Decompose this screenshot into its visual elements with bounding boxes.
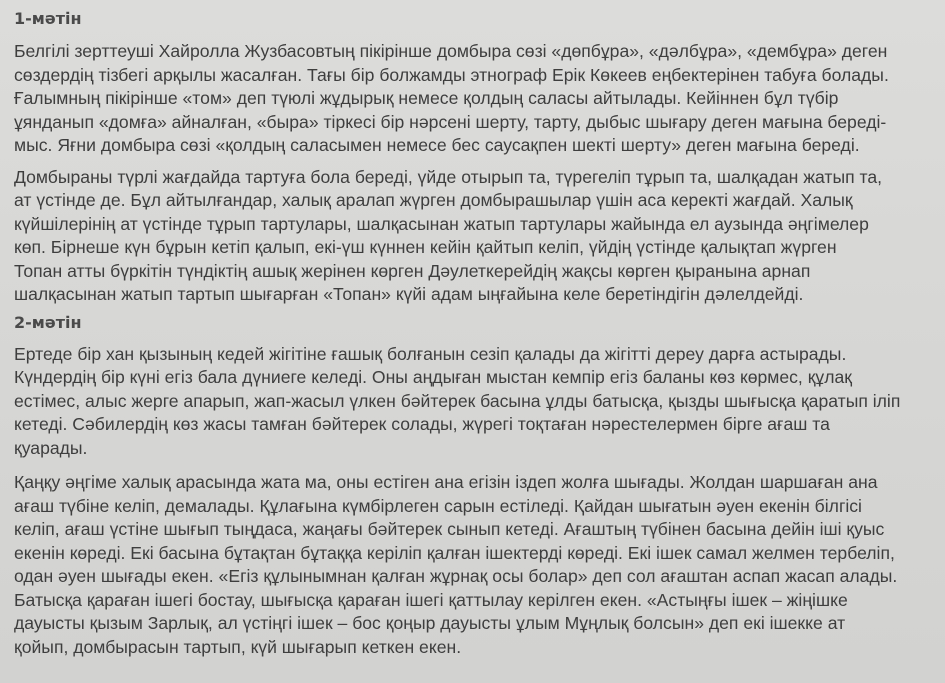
paragraph-line: ағаш түбіне келіп, демалады. Құлағына күмбірлеген сарын естіледі. Қайдан шығатын әуен екенін білгісі — [14, 495, 862, 516]
paragraph-line: Ғалымның пікірінше «том» деп түюлі жұдырық немесе қолдың саласы айтылады. Кейіннен бұл түбір — [14, 88, 839, 108]
paragraph-line: күйшілерінің ат үстінде тұрып тартулары, шалқасынан жатып тартулары жайында ел аузында әңгімелер — [14, 213, 869, 234]
paragraph-line: Топан атты бүркітін түндіктің ашық жерінен көрген Дәулеткерейдің жақсы көрген қыранына арнап — [14, 260, 811, 281]
text-1-paragraph-2 — [14, 166, 931, 307]
text-1-heading: 1-мәтін — [14, 9, 82, 28]
paragraph-line: екенін көреді. Екі басына бұтақтан бұтаққа керіліп қалған ішектерді көреді. Екі ішек самал желмен тербеліп, — [14, 542, 895, 563]
paragraph-line: келіп, ағаш үстіне шығып тыңдаса, жаңағы бәйтерек сынып кетеді. Ағаштың түбінен басына дейін іші қуыс — [14, 519, 885, 539]
text-2-heading: 2-мәтін — [14, 312, 82, 332]
paragraph-line: Домбыраны түрлі жағдайда тартуға бола береді, үйде отырып та, түрегеліп тұрып та, шалқадан жатып та, — [14, 166, 883, 187]
paragraph-line: кетеді. Сәбилердің көз жасы тамған бәйтерек солады, жүрегі тоқтаған нәрестелермен бірге ағаш та — [14, 414, 830, 434]
paragraph-line: одан әуен шығады екен. «Егіз құлынымнан қалған жұрнақ осы болар» деп сол ағаштан аспап жасап алады. — [14, 566, 898, 586]
paragraph-line: Күндердің бір күні егіз бала дүниеге келеді. Оны аңдыған мыстан кемпір егіз баланы көз көрмес, құлақ — [14, 367, 852, 387]
paragraph-line: қойып, домбырасын тартып, күй шығарып кеткен екен. — [14, 636, 462, 657]
paragraph-line: ат үстінде де. Бұл айтылғандар, халық аралап жүрген домбырашылар үшін аса керекті жағдай. Халық — [14, 190, 853, 210]
paragraph-line: қуарады. — [14, 437, 88, 458]
text-2-paragraph-1 — [14, 343, 931, 461]
paragraph-line: ұянданып «домға» айналған, «быра» тіркесі бір нәрсені шерту, тарту, дыбыс шығару деген мағына береді- — [14, 111, 887, 132]
paragraph-line: естімес, алыс жерге апарып, жап-жасыл үлкен бәйтерек басына ұлды батысқа, қызды шығысқа қаратып іліп — [14, 390, 901, 411]
paragraph-line: Батысқа қараған ішегі бостау, шығысқа қараған ішегі қаттылау керілген екен. «Астыңғы ішек – жіңішке — [14, 589, 848, 610]
paragraph-line: Ертеде бір хан қызының кедей жігітіне ғашық болғанын сезіп қалады да жігітті дереу дарға астырады. — [14, 343, 847, 364]
paragraph-line: сөздердің тізбегі арқылы жасалған. Тағы бір болжамды этнограф Ерік Көкеев еңбектерінен табуға болады. — [14, 64, 889, 85]
paragraph-line: шалқасынан жатып тартып шығарған «Топан» күйі адам ыңғайына келе беретіндігін дәлелдейді. — [14, 284, 804, 304]
paragraph-line: Белгілі зерттеуші Хайролла Жузбасовтың пікірінше домбыра сөзі «дөпбұра», «дәлбұра», «дембұра» деген — [14, 41, 888, 61]
paragraph-line: мыс. Яғни домбыра сөзі «қолдың саласымен немесе бес саусақпен шекті шерту» деген мағына береді. — [14, 135, 860, 155]
text-1-paragraph-1 — [14, 40, 931, 158]
paragraph-line: Қаңқу әңгіме халық арасында жата ма, оны естіген ана егізін іздеп жолға шығады. Жолдан шаршаған ана — [14, 472, 878, 492]
paragraph-line: дауысты қызым Зарлық, ал үстіңгі ішек – бос қоңыр дауысты ұлым Мұңлық болсын» деп екі ішекке ат — [14, 613, 846, 633]
text-2-paragraph-2 — [14, 471, 931, 659]
paragraph-line: көп. Бірнеше күн бұрын кетіп қалып, екі-үш күннен кейін қайтып келіп, үйдің үстінде қалықтап жүрген — [14, 237, 837, 257]
